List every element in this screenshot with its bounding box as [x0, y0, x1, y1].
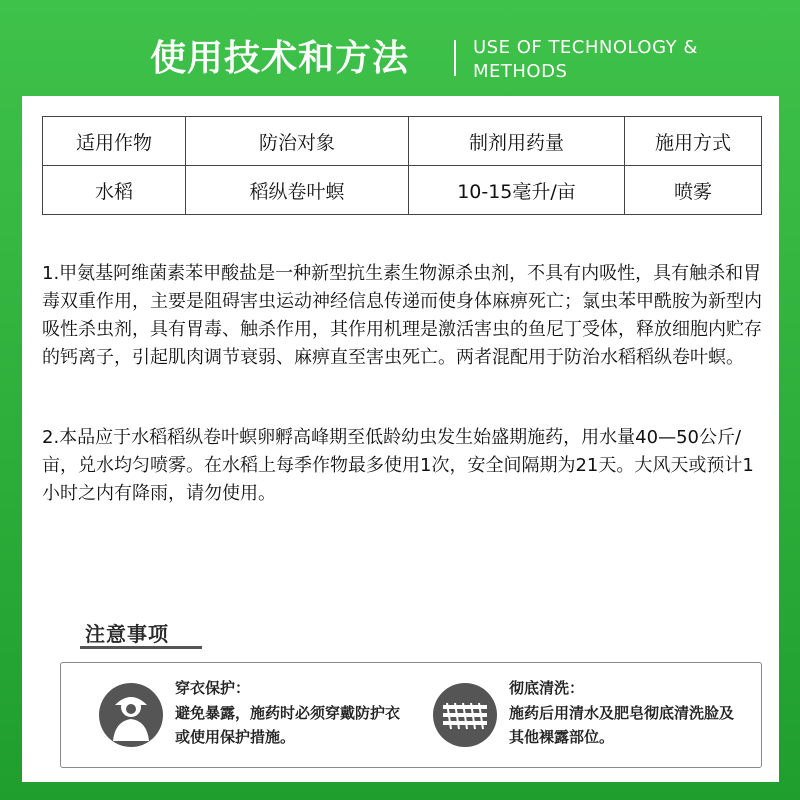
table-header-row	[43, 117, 762, 166]
paragraph-1: 1.甲氨基阿维菌素苯甲酸盐是一种新型抗生素生物源杀虫剂，不具有内吸性，具有触杀和胃毒双重作用，主要是阻碍害虫运动神经信息传递而使身体麻痹死亡；氯虫苯甲酰胺为新型内吸性杀虫剂，具有胃毒、触杀作用，其作用机理是激活害虫的鱼尼丁受体，释放细胞内贮存的钙离子，引起肌肉调节衰弱、麻痹直至害虫死亡。两者混配用于防治水稻稻纵卷叶螟。	[42, 263, 762, 368]
page-title: 使用技术和方法	[150, 38, 410, 79]
notice-underline	[80, 646, 202, 649]
protective-clothing-icon	[99, 683, 163, 747]
subtitle-line-1: USE OF TECHNOLOGY &	[473, 37, 698, 58]
notice-title: 注意事项	[85, 622, 169, 646]
table-header-cell: 适用作物	[43, 117, 186, 166]
table-cell: 稻纵卷叶螟	[186, 166, 409, 215]
notice-item-2-head: 彻底清洗：	[509, 679, 585, 697]
paragraph-2: 2.本品应于水稻稻纵卷叶螟卵孵高峰期至低龄幼虫发生始盛期施药，用水量40—50公斤/亩，兑水均匀喷雾。在水稻上每季作物最多使用1次，安全间隔期为21天。大风天或预计1小时之内有降雨，请勿使用。	[42, 427, 754, 504]
table-header-cell: 制剂用药量	[409, 117, 625, 166]
notice-box	[60, 662, 762, 768]
table-cell: 喷雾	[625, 166, 762, 215]
table-header-cell: 施用方式	[625, 117, 762, 166]
table-header-cell: 防治对象	[186, 117, 409, 166]
table-row	[43, 166, 762, 215]
table-cell: 水稻	[43, 166, 186, 215]
page-subtitle	[473, 36, 698, 84]
subtitle-line-2: METHODS	[473, 61, 568, 82]
notice-item-1-head: 穿衣保护：	[175, 679, 251, 697]
table-cell: 10-15毫升/亩	[409, 166, 625, 215]
header	[0, 0, 800, 96]
notice-item-1-text: 避免暴露，施药时必须穿戴防护衣或使用保护措施。	[175, 704, 401, 746]
usage-table	[42, 116, 762, 215]
title-divider	[454, 40, 456, 76]
notice-item-2-text: 施药后用清水及肥皂彻底清洗脸及其他裸露部位。	[509, 704, 735, 746]
content-panel	[22, 96, 779, 782]
wash-icon	[433, 683, 497, 747]
